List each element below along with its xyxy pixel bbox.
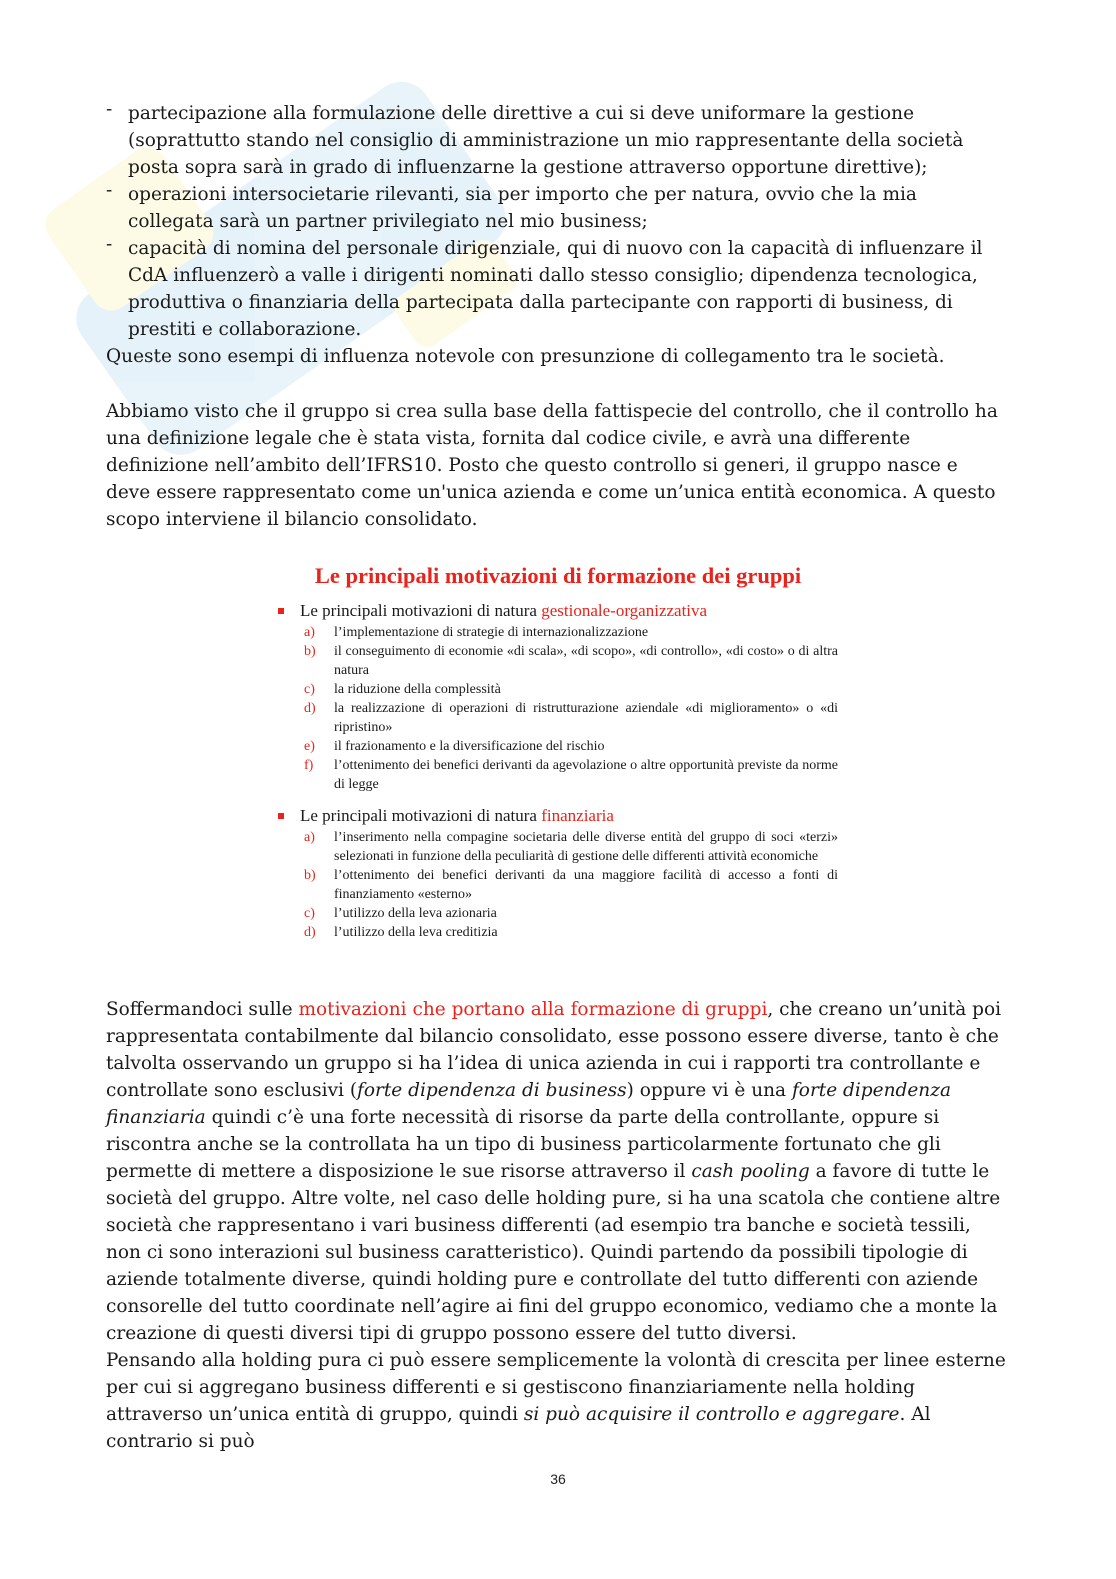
- paragraph-gruppo: Abbiamo visto che il gruppo si crea sulla base della fattispecie del controllo, che il controllo ha una definizione legale che è stata vista, fornita dal codice civile, e avrà una differente definizione nell’ambito dell’IFRS10. Posto che questo controllo si generi, il gruppo nasce e deve essere rappresentato come un'unica azienda e come un’unica entità economica. A questo scopo interviene il bilancio consolidato.: [106, 401, 998, 530]
- slide-list-gestionale: [278, 623, 838, 794]
- slide-list-item: c) la riduzione della complessità: [304, 682, 501, 697]
- slide-list-item: f) l’ottenimento dei benefici derivanti da agevolazione o altre opportunità previste da norme di legge: [304, 758, 838, 792]
- page-content: [106, 100, 1006, 1455]
- slide-section-heading: Le principali motivazioni di natura finanziaria: [278, 804, 838, 828]
- slide-list-item: b) il conseguimento di economie «di scala», «di scopo», «di controllo», «di costo» o di altra natura: [304, 644, 838, 678]
- highlight-link-motivazioni: motivazioni che portano alla formazione di gruppi: [298, 999, 768, 1020]
- slide-list-item: d) l’utilizzo della leva creditizia: [304, 925, 498, 940]
- paragraph-holding: Pensando alla holding pura ci può essere semplicemente la volontà di crescita per linee esterne per cui si aggregano business differenti e si gestiscono finanziariamente nella holding attraverso un’unica entità di gruppo, quindi si può acquisire il controllo e aggregare. Al contrario si può: [106, 1350, 1006, 1452]
- bullet-list-influenza: [106, 100, 1006, 343]
- page-number: 36: [550, 1471, 566, 1487]
- bullet-item: - capacità di nomina del personale dirigenziale, qui di nuovo con la capacità di influenzare il CdA influenzerò a valle i dirigenti nominati dallo stesso consiglio; dipendenza tecnologica, produttiva o finanziaria della partecipata dalla partecipante con rapporti di business, di prestiti e collaborazione.: [106, 234, 983, 340]
- slide-list-finanziaria: [278, 828, 838, 942]
- slide-list-item: a) l’implementazione di strategie di internazionalizzazione: [304, 625, 649, 640]
- slide-list-item: d) la realizzazione di operazioni di ristrutturazione aziendale «di miglioramento» o «di ripristino»: [304, 701, 838, 735]
- slide-list-item: e) il frazionamento e la diversificazione del rischio: [304, 739, 605, 754]
- bullet-item: - partecipazione alla formulazione delle direttive a cui si deve uniformare la gestione (soprattutto stando nel consiglio di amministrazione un mio rappresentante della società posta sopra sarà in grado di influenzarne la gestione attraverso opportune direttive);: [106, 99, 964, 178]
- bullet-square-icon: [278, 608, 284, 614]
- slide-image: [278, 561, 838, 942]
- slide-title: Le principali motivazioni di formazione dei gruppi: [314, 563, 802, 588]
- bullet-square-icon: [278, 813, 284, 819]
- slide-list-item: b) l’ottenimento dei benefici derivanti da una maggiore facilità di accesso a fonti di finanziamento «esterno»: [304, 868, 838, 902]
- slide-list-item: c) l’utilizzo della leva azionaria: [304, 906, 497, 921]
- paragraph-motivazioni: Soffermandoci sulle motivazioni che portano alla formazione di gruppi, che creano un’unità poi rappresentata contabilmente dal bilancio consolidato, esse possono essere diverse, tanto è che talvolta osservando un gruppo si ha l’idea di unica azienda in cui i rapporti tra controllante e controllate sono esclusivi (forte dipendenza di business) oppure vi è una forte dipendenza finanziaria quindi c’è una forte necessità di risorse da parte della controllante, oppure si riscontra anche se la controllata ha un tipo di business particolarmente fortunato che gli permette di mettere a disposizione le sue risorse attraverso il cash pooling a favore di tutte le società del gruppo. Altre volte, nel caso delle holding pure, si ha una scatola che contiene altre società che rappresentano i vari business differenti (ad esempio tra banche e società tessili, non ci sono interazioni sul business caratteristico). Quindi partendo da possibili tipologie di aziende totalmente diverse, quindi holding pure e controllate del tutto differenti con aziende consorelle del tutto coordinate nell’agire ai fini del gruppo economico, vediamo che a monte la creazione di questi diversi tipi di gruppo possono essere del tutto diversi.: [106, 999, 1002, 1344]
- bullet-item: - operazioni intersocietarie rilevanti, sia per importo che per natura, ovvio che la mia collegata sarà un partner privilegiato nel mio business;: [106, 180, 917, 232]
- summary-line: Queste sono esempi di influenza notevole con presunzione di collegamento tra le società.: [106, 346, 945, 367]
- slide-section-heading: Le principali motivazioni di natura gestionale-organizzativa: [278, 599, 838, 623]
- slide-list-item: a) l’inserimento nella compagine societaria delle diverse entità del gruppo di soci «terzi» selezionati in funzione della peculiarità di gestione delle differenti attività economiche: [304, 830, 838, 864]
